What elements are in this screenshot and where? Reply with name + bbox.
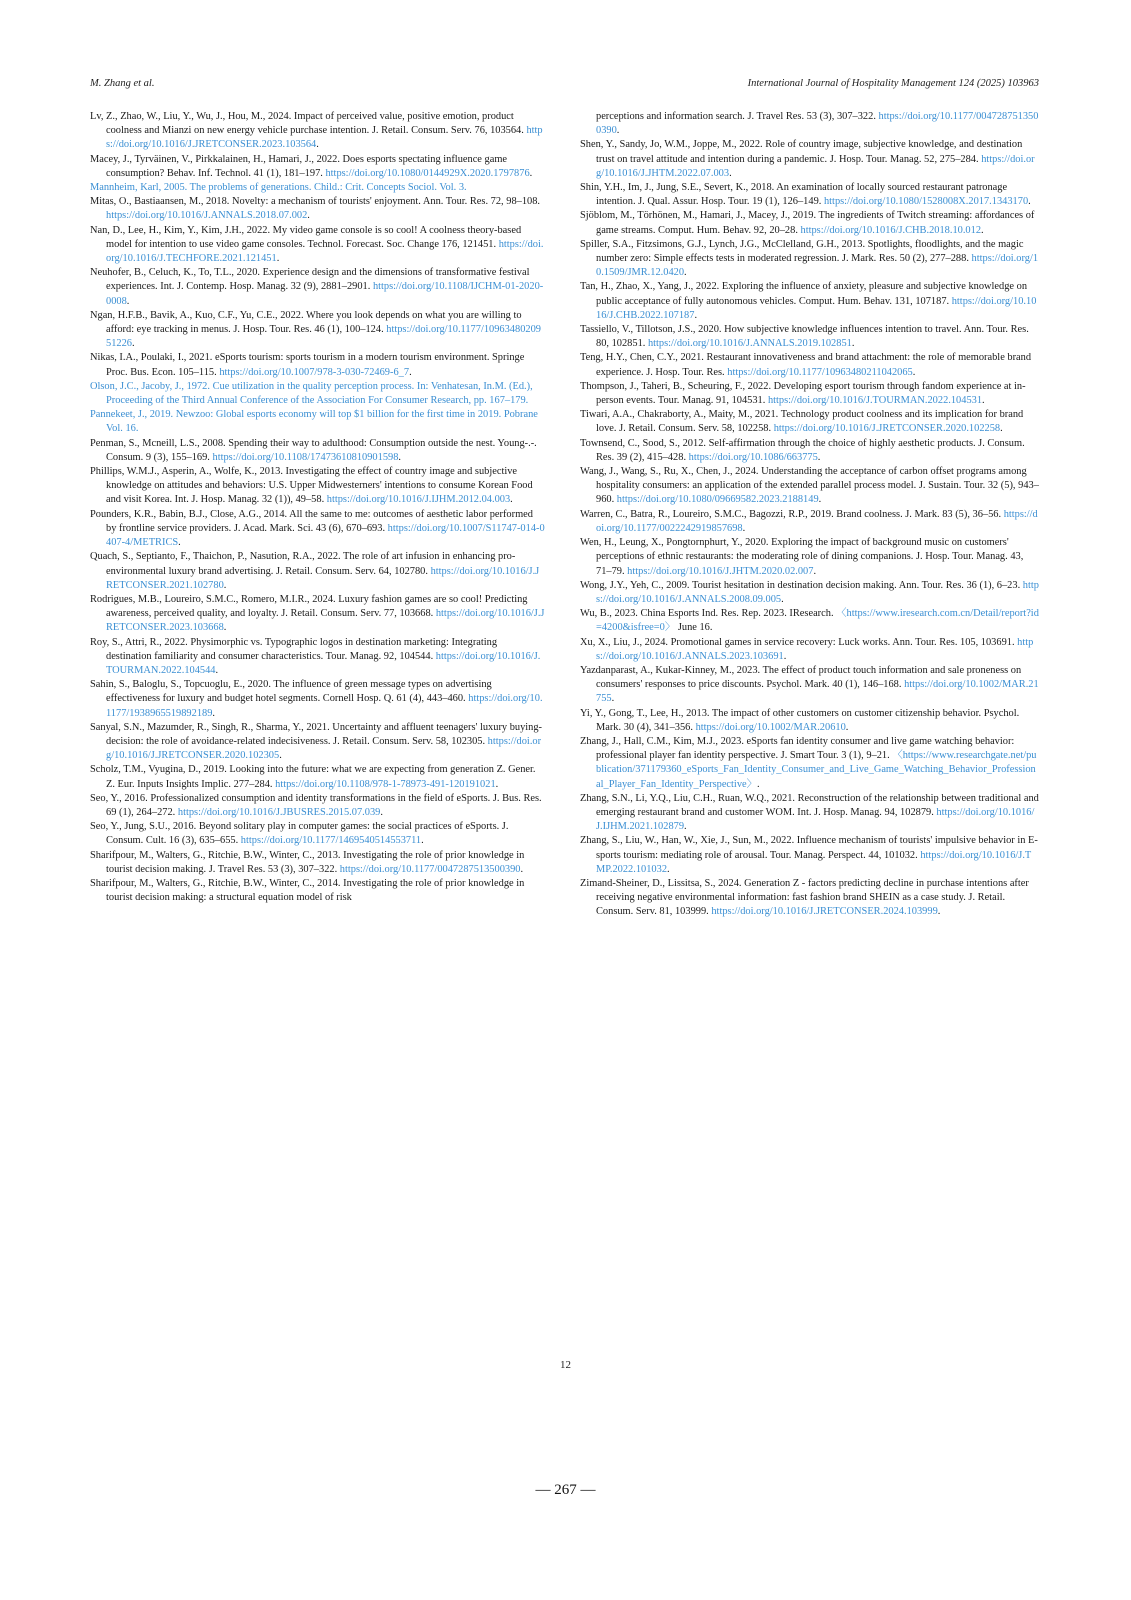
reference-doi-link[interactable]: https://doi.org/10.1016/J.JRETCONSER.2023.103668 <box>106 608 545 634</box>
reference-text: Shin, Y.H., Im, J., Jung, S.E., Severt, K., 2018. An examination of locally sourced restaurant patronage intention. J. Qual. Assur. Hosp. Tour. 19 (1), 126–149. <box>580 182 1008 208</box>
reference-doi-link[interactable]: https://doi.org/10.1016/J.TOURMAN.2022.104544 <box>106 650 541 676</box>
reference-doi-link[interactable]: https://doi.org/10.1108/IJCHM-01-2020-0008 <box>106 281 544 307</box>
reference-entry <box>580 607 1039 635</box>
reference-tail: . <box>616 125 620 137</box>
reference-text: Olson, J.C., Jacoby, J., 1972. Cue utilization in the quality perception process. In: Venhatesan, In.M. (Ed.), Proceeding of the Third Annual Conference of the Association For Consumer Research, pp. 167–179. <box>90 380 533 407</box>
reference-tail: . <box>742 522 746 534</box>
reference-entry <box>580 834 1039 877</box>
reference-doi-link[interactable]: https://doi.org/10.1016/J.JRETCONSER.2023.103564 <box>106 125 543 151</box>
reference-tail: . <box>212 707 216 719</box>
reference-text: Zimand-Sheiner, D., Lissitsa, S., 2024. Generation Z - factors predicting decline in purchase intentions after receiving negative environmental information: fast fashion brand SHEIN as a case study. J. Retail. Consum. Serv. 81, 103999. <box>580 877 1029 918</box>
reference-text: Sanyal, S.N., Mazumder, R., Singh, R., Sharma, Y., 2021. Uncertainty and affluent teenagers' luxury buying-decision: the role of avoidance-related indecisiveness. J. Retail. Consum. Serv. 58, 102305. <box>90 721 543 747</box>
reference-text: Phillips, W.M.J., Asperin, A., Wolfe, K., 2013. Investigating the effect of country image and subjective knowledge on attitudes and behaviors: U.S. Upper Midwesterners' intentions to consume Korean Food and visit Korea. Int. J. Hosp. Manag. 32 (1)), 49–58. <box>90 466 533 506</box>
reference-text: Tiwari, A.A., Chakraborty, A., Maity, M., 2021. Technology product coolness and its implication for brand love. J. Retail. Consum. Serv. 58, 102258. <box>580 409 1024 435</box>
reference-doi-link[interactable]: https://doi.org/10.1016/J.TECHFORE.2021.121451 <box>106 238 544 265</box>
reference-entry <box>580 110 1039 138</box>
reference-text: Macey, J., Tyrväinen, V., Pirkkalainen, H., Hamari, J., 2022. Does esports spectating influence game consumption? Behav. Inf. Technol. 41 (1), 181–197. <box>90 153 508 179</box>
reference-tail: . <box>421 835 424 847</box>
reference-entry <box>90 351 545 379</box>
reference-text: Yi, Y., Gong, T., Lee, H., 2013. The impact of other customers on customer citizenship behavior. Psychol. Mark. 30 (4), 341–356. <box>580 707 1020 733</box>
reference-doi-link[interactable]: https://doi.org/10.1002/MAR.21755 <box>596 679 1039 705</box>
reference-text: Nikas, I.A., Poulaki, I., 2021. eSports tourism: sports tourism in a modern tourism environment. Springe Proc. Bus. Econ. 105–115. <box>90 352 525 378</box>
reference-entry <box>90 110 545 153</box>
reference-tail: . <box>813 565 817 577</box>
reference-doi-link[interactable]: https://doi.org/10.1177/1938965519892189 <box>106 693 543 719</box>
reference-text: Pannekeet, J., 2019. Newzoo: Global esports economy will top $1 billion for the first time in 2019. Pobrane Vol. 16. <box>90 409 538 435</box>
reference-doi-link[interactable]: https://doi.org/10.1016/J.TOURMAN.2022.104531 <box>767 395 983 407</box>
reference-doi-link[interactable]: https://doi.org/10.1177/1469540514553711 <box>240 835 422 847</box>
references-column-left <box>90 110 545 905</box>
reference-doi-link[interactable]: 〈https://www.researchgate.net/publication/371179360_eSports_Fan_Identity_Consumer_and_Live_Game_Watching_Behavior_Professional_Player_Fan_Identity_Perspective〉 <box>596 750 1037 790</box>
reference-entry <box>580 351 1039 379</box>
reference-tail: . <box>316 139 319 151</box>
reference-tail: . <box>510 494 513 506</box>
reference-entry <box>580 792 1039 835</box>
reference-doi-link[interactable]: https://doi.org/10.1016/J.JHTM.2022.07.003 <box>596 153 1035 179</box>
running-header-journal: International Journal of Hospitality Management 124 (2025) 103963 <box>747 78 1039 89</box>
reference-tail: . <box>409 366 412 378</box>
reference-doi-link[interactable]: https://doi.org/10.1177/10963480211042065 <box>727 366 913 378</box>
reference-doi-link[interactable]: https://doi.org/10.1509/JMR.12.0420 <box>596 253 1039 279</box>
reference-tail: . <box>982 395 985 407</box>
reference-text: Quach, S., Septianto, F., Thaichon, P., Nasution, R.A., 2022. The role of art infusion in enhancing pro-environmental luxury brand advertising. J. Retail. Consum. Serv. 64, 102780. <box>90 551 516 577</box>
reference-text: Warren, C., Batra, R., Loureiro, S.M.C., Bagozzi, R.P., 2019. Brand coolness. J. Mark. 83 (5), 36–56. <box>580 508 1004 520</box>
reference-tail: . <box>223 579 227 591</box>
reference-entry <box>580 138 1039 181</box>
reference-doi-link[interactable]: https://doi.org/10.1016/J.JRETCONSER.2021.102780 <box>106 565 540 591</box>
reference-entry <box>90 408 545 436</box>
page-number: 12 <box>560 1359 571 1371</box>
reference-entry <box>90 380 545 408</box>
reference-text: Wong, J.Y., Yeh, C., 2009. Tourist hesitation in destination decision making. Ann. Tour. Res. 36 (1), 6–23. <box>580 579 1023 591</box>
reference-tail: . <box>667 863 670 875</box>
reference-doi-link[interactable]: https://doi.org/10.1108/978-1-78973-491-120191021 <box>275 778 496 790</box>
reference-doi-link[interactable]: https://doi.org/10.1016/J.JRETCONSER.2020.102258 <box>773 423 1001 435</box>
reference-doi-link[interactable]: https://doi.org/10.1080/09669582.2023.2188149 <box>616 494 819 506</box>
reference-doi-link[interactable]: https://doi.org/10.1016/J.JRETCONSER.2024.103999 <box>711 906 938 918</box>
reference-text: Sahin, S., Baloglu, S., Topcuoglu, E., 2020. The influence of green message types on advertising effectiveness for luxury and budget hotel segments. Cornell Hosp. Q. 61 (4), 443–460. <box>90 679 492 705</box>
reference-text: Scholz, T.M., Vyugina, D., 2019. Looking into the future: what we are expecting from generation Z. Gener. Z. Eur. Inputs Insights Implic. 277–284. <box>90 764 536 790</box>
reference-tail: . <box>851 338 855 350</box>
reference-entry <box>90 721 545 764</box>
reference-tail: . <box>912 366 916 378</box>
reference-tail: . <box>495 778 499 790</box>
reference-text: Tassiello, V., Tillotson, J.S., 2020. How subjective knowledge influences intention to travel. Ann. Tour. Res. 80, 102851. <box>580 324 1029 350</box>
reference-doi-link[interactable]: https://doi.org/10.1016/J.JBUSRES.2015.07.039 <box>177 806 381 818</box>
reference-tail: . <box>215 664 219 676</box>
reference-doi-link[interactable]: https://doi.org/10.1177/0022242919857698 <box>596 508 1038 534</box>
reference-entry <box>580 877 1039 920</box>
reference-tail: . <box>694 309 698 321</box>
reference-tail: . <box>178 537 181 549</box>
reference-tail: . <box>818 494 822 506</box>
reference-entry <box>580 323 1039 351</box>
reference-text: Penman, S., Mcneill, L.S., 2008. Spending their way to adulthood: Consumption outside the nest. Young-.-. Consum. 9 (3), 155–169. <box>90 437 537 463</box>
reference-entry <box>90 181 545 195</box>
reference-tail: . <box>684 821 687 833</box>
reference-tail: . <box>981 224 984 236</box>
reference-entry <box>90 550 545 593</box>
reference-text: Seo, Y., 2016. Professionalized consumption and identity transformations in the field of eSports. J. Bus. Res. 69 (1), 264–272. <box>90 792 542 818</box>
reference-entry <box>90 309 545 352</box>
reference-entry <box>580 465 1039 508</box>
reference-doi-link[interactable]: https://doi.org/10.1016/J.IJHM.2021.102879 <box>596 806 1035 833</box>
reference-text: perceptions and information search. J. Travel Res. 53 (3), 307–322. <box>596 111 879 122</box>
reference-entry <box>90 678 545 721</box>
reference-doi-link[interactable]: https://doi.org/10.1108/17473610810901598 <box>212 451 399 463</box>
reference-doi-link[interactable]: https://doi.org/10.1080/0144929X.2020.1797876 <box>325 167 530 179</box>
reference-doi-link[interactable]: https://doi.org/10.1016/J.JHTM.2020.02.007 <box>627 565 814 577</box>
reference-text: Roy, S., Attri, R., 2022. Physimorphic vs. Typographic logos in destination marketing: Integrating destination familiarity and consumer characteristics. Tour. Manag. 92, 104544. <box>90 636 498 662</box>
reference-tail: . <box>529 167 533 179</box>
reference-entry <box>90 636 545 679</box>
reference-tail: . <box>276 253 280 265</box>
reference-doi-link[interactable]: https://doi.org/10.1016/J.IJHM.2012.04.003 <box>326 494 511 506</box>
reference-text: Zhang, S., Liu, W., Han, W., Xie, J., Sun, M., 2022. Influence mechanism of tourists' impulsive behavior in E-sports tourism: mediating role of arousal. Tour. Manag. Perspect. 44, 101032. <box>580 835 1038 861</box>
reference-text: Wen, H., Leung, X., Pongtornphurt, Y., 2020. Exploring the impact of background music on customers' perceptions of ethnic restaurants: the moderating role of dining companions. J. Hosp. Tour. Manag. 43, 71–79. <box>580 537 1024 577</box>
reference-entry <box>90 465 545 508</box>
reference-tail: . <box>1000 423 1003 435</box>
reference-doi-link[interactable]: https://doi.org/10.1086/663775 <box>688 451 818 463</box>
reference-doi-link[interactable]: https://doi.org/10.1016/J.CHB.2022.107187 <box>596 295 1037 321</box>
reference-tail: . <box>611 693 615 705</box>
reference-doi-link[interactable]: https://doi.org/10.1080/1528008X.2017.1343170 <box>823 196 1029 208</box>
reference-doi-link[interactable]: https://doi.org/10.1016/J.JRETCONSER.2020.102305 <box>106 735 542 762</box>
reference-text: Zhang, J., Hall, C.M., Kim, M.J., 2023. eSports fan identity consumer and live game watching behavior: professional player fan identity perspective. J. Smart Tour. 3 (1), 9–21. <box>580 735 1015 762</box>
reference-entry <box>580 707 1039 735</box>
reference-entry <box>90 763 545 791</box>
reference-text: Nan, D., Lee, H., Kim, Y., Kim, J.H., 2022. My video game console is so cool! A coolness theory-based model for intention to use video game consoles. Technol. Forecast. Soc. Change 176, 121451. <box>90 224 522 250</box>
reference-entry <box>580 209 1039 237</box>
reference-entry <box>90 508 545 551</box>
reference-text: Yazdanparast, A., Kukar-Kinney, M., 2023. The effect of product touch information and sale proneness on consumers' responses to price discounts. Psychol. Mark. 40 (1), 146–168. <box>580 664 1022 691</box>
reference-entry <box>580 508 1039 536</box>
reference-entry <box>90 153 545 181</box>
reference-text: Xu, X., Liu, J., 2024. Promotional games in service recovery: Luck works. Ann. Tour. Res. 105, 103691. <box>580 636 1018 648</box>
reference-entry <box>580 536 1039 579</box>
reference-entry <box>580 408 1039 436</box>
reference-text: Wang, J., Wang, S., Ru, X., Chen, J., 2024. Understanding the acceptance of carbon offset programs among hospitality consumers: an application of the extended parallel process model. J. Sustain. Tour. 32 (5), 943–960. <box>580 466 1039 506</box>
reference-text: Mannheim, Karl, 2005. The problems of generations. Child.: Crit. Concepts Sociol. Vol. 3. <box>90 182 467 194</box>
reference-entry <box>580 664 1039 707</box>
reference-tail: . <box>757 778 760 790</box>
reference-tail: . <box>520 863 524 875</box>
reference-text: Shen, Y., Sandy, Jo, W.M., Joppe, M., 2022. Role of country image, subjective knowledge, and destination trust on travel attitude and intention during a pandemic. J. Hosp. Tour. Manag. 52, 275–284. <box>580 139 1023 165</box>
reference-text: Neuhofer, B., Celuch, K., To, T.L., 2020. Experience design and the dimensions of transformative festival experiences. Int. J. Contemp. Hosp. Manag. 32 (9), 2881–2901. <box>90 267 530 293</box>
reference-text: Wu, B., 2023. China Esports Ind. Res. Rep. 2023. IResearch. <box>580 608 837 620</box>
reference-tail: . <box>781 593 784 605</box>
reference-entry <box>90 792 545 820</box>
reference-doi-link[interactable]: https://doi.org/10.1002/MAR.20610 <box>695 721 846 733</box>
reference-doi-link[interactable]: https://doi.org/10.1016/J.TMP.2022.101032 <box>596 849 1032 875</box>
reference-entry <box>580 238 1039 281</box>
reference-entry <box>90 849 545 877</box>
reference-text: Sharifpour, M., Walters, G., Ritchie, B.W., Winter, C., 2013. Investigating the role of prior knowledge in tourist decision making. J. Travel Res. 53 (3), 307–322. <box>90 849 525 875</box>
reference-entry <box>580 579 1039 607</box>
reference-text: Zhang, S.N., Li, Y.Q., Liu, C.H., Ruan, W.Q., 2021. Reconstruction of the relationship between traditional and emerging restaurant brand and customer WOM. Int. J. Hosp. Manag. 94, 102879. <box>580 792 1039 818</box>
reference-entry <box>580 181 1039 209</box>
reference-tail: . <box>398 451 402 463</box>
reference-tail: . <box>729 167 732 179</box>
reference-tail: . <box>845 721 849 733</box>
reference-tail: . <box>380 806 383 818</box>
reference-text: Spiller, S.A., Fitzsimons, G.J., Lynch, J.G., McClelland, G.H., 2013. Spotlights, floodlights, and the magic number zero: Simple effects tests in moderated regression. J. Mark. Res. 50 (2), 277–288. <box>580 238 1024 265</box>
reference-tail: . <box>817 451 821 463</box>
reference-text: Lv, Z., Zhao, W., Liu, Y., Wu, J., Hou, M., 2024. Impact of perceived value, positive emotion, product coolness and Mianzi on new energy vehicle purchase intention. J. Retail. Consum. Serv. 76, 103564. <box>90 111 527 137</box>
reference-text: Sharifpour, M., Walters, G., Ritchie, B.W., Winter, C., 2014. Investigating the role of prior knowledge in tourist decision making: a structural equation model of risk <box>90 877 525 904</box>
reference-tail: . <box>131 338 135 350</box>
reference-doi-link[interactable]: https://doi.org/10.1016/J.ANNALS.2008.09.005 <box>596 579 1039 605</box>
reference-doi-link[interactable]: https://doi.org/10.1016/J.CHB.2018.10.012 <box>800 224 982 236</box>
reference-text: Tan, H., Zhao, X., Yang, J., 2022. Exploring the influence of anxiety, pleasure and subjective knowledge on public acceptance of fully autonomous vehicles. Comput. Hum. Behav. 131, 107187. <box>580 281 1028 307</box>
reference-text: Sjöblom, M., Törhönen, M., Hamari, J., Macey, J., 2019. The ingredients of Twitch streaming: affordances of game streams. Comput. Hum. Behav. 92, 20–28. <box>580 210 1035 236</box>
reference-entry <box>580 380 1039 408</box>
reference-tail: . <box>223 622 227 634</box>
reference-text: Thompson, J., Taheri, B., Scheuring, F., 2022. Developing esport tourism through fandom experience at in-person events. Tour. Manag. 91, 104531. <box>580 380 1026 407</box>
reference-entry <box>90 266 545 309</box>
reference-entry <box>580 280 1039 323</box>
reference-text: Seo, Y., Jung, S.U., 2016. Beyond solitary play in computer games: the social practices of eSports. J. Consum. Cult. 16 (3), 635–655. <box>90 821 509 847</box>
reference-tail: . <box>684 267 687 279</box>
reference-tail: . <box>307 210 310 222</box>
reference-doi-link[interactable]: https://doi.org/10.1016/J.ANNALS.2018.07.002 <box>106 210 308 222</box>
reference-tail: . <box>1028 196 1031 208</box>
reference-doi-link[interactable]: https://doi.org/10.1007/978-3-030-72469-6_7 <box>219 366 410 378</box>
reference-tail: . <box>783 650 787 662</box>
reference-tail: . <box>937 906 941 918</box>
reference-doi-link[interactable]: https://doi.org/10.1016/J.ANNALS.2023.103691 <box>596 636 1034 662</box>
references-column-right <box>580 110 1039 920</box>
reference-tail: . <box>126 295 130 307</box>
reference-text: Rodrigues, M.B., Loureiro, S.M.C., Romero, M.I.R., 2024. Luxury fashion games are so cool! Predicting awareness, perceived quality, and loyalty. J. Retail. Consum. Serv. 77, 103668. <box>90 593 528 620</box>
reference-doi-link[interactable]: https://doi.org/10.1007/S11747-014-0407-4/METRICS <box>106 522 545 549</box>
running-header-authors: M. Zhang et al. <box>90 78 155 89</box>
reference-doi-link[interactable]: https://doi.org/10.1177/1096348020951226 <box>106 324 541 350</box>
reference-entry <box>90 224 545 267</box>
reference-text: Mitas, O., Bastiaansen, M., 2018. Novelty: a mechanism of tourists' enjoyment. Ann. Tour. Res. 72, 98–108. <box>90 196 541 208</box>
reference-tail: June 16. <box>675 622 713 634</box>
reference-entry <box>580 437 1039 465</box>
reference-text: Teng, H.Y., Chen, C.Y., 2021. Restaurant innovativeness and brand attachment: the role of memorable brand experience. J. Hosp. Tour. Res. <box>580 352 1032 378</box>
reference-doi-link[interactable]: https://doi.org/10.1177/0047287513500390 <box>596 111 1039 137</box>
reference-text: Ngan, H.F.B., Bavik, A., Kuo, C.F., Yu, C.E., 2022. Where you look depends on what you are willing to afford: eye tracking in menus. J. Hosp. Tour. Res. 46 (1), 100–124. <box>90 309 522 336</box>
reference-text: Townsend, C., Sood, S., 2012. Self-affirmation through the choice of highly aesthetic products. J. Consum. Res. 39 (2), 415–428. <box>580 437 1025 463</box>
footer-page-number: — 267 — <box>535 1482 596 1498</box>
reference-doi-link[interactable]: 〈https://www.iresearch.com.cn/Detail/report?id=4200&isfree=0〉 <box>596 608 1039 634</box>
reference-entry <box>90 195 545 223</box>
reference-text: Pounders, K.R., Babin, B.J., Close, A.G., 2014. All the same to me: outcomes of aesthetic labor performed by frontline service providers. J. Acad. Mark. Sci. 43 (6), 670–693. <box>90 508 533 534</box>
reference-doi-link[interactable]: https://doi.org/10.1016/J.ANNALS.2019.102851 <box>647 338 852 350</box>
reference-entry <box>90 820 545 848</box>
reference-entry <box>580 735 1039 792</box>
reference-tail: . <box>279 750 282 762</box>
reference-entry <box>90 877 545 905</box>
reference-entry <box>90 437 545 465</box>
reference-entry <box>580 636 1039 664</box>
reference-doi-link[interactable]: https://doi.org/10.1177/0047287513500390 <box>339 863 521 875</box>
reference-entry <box>90 593 545 636</box>
